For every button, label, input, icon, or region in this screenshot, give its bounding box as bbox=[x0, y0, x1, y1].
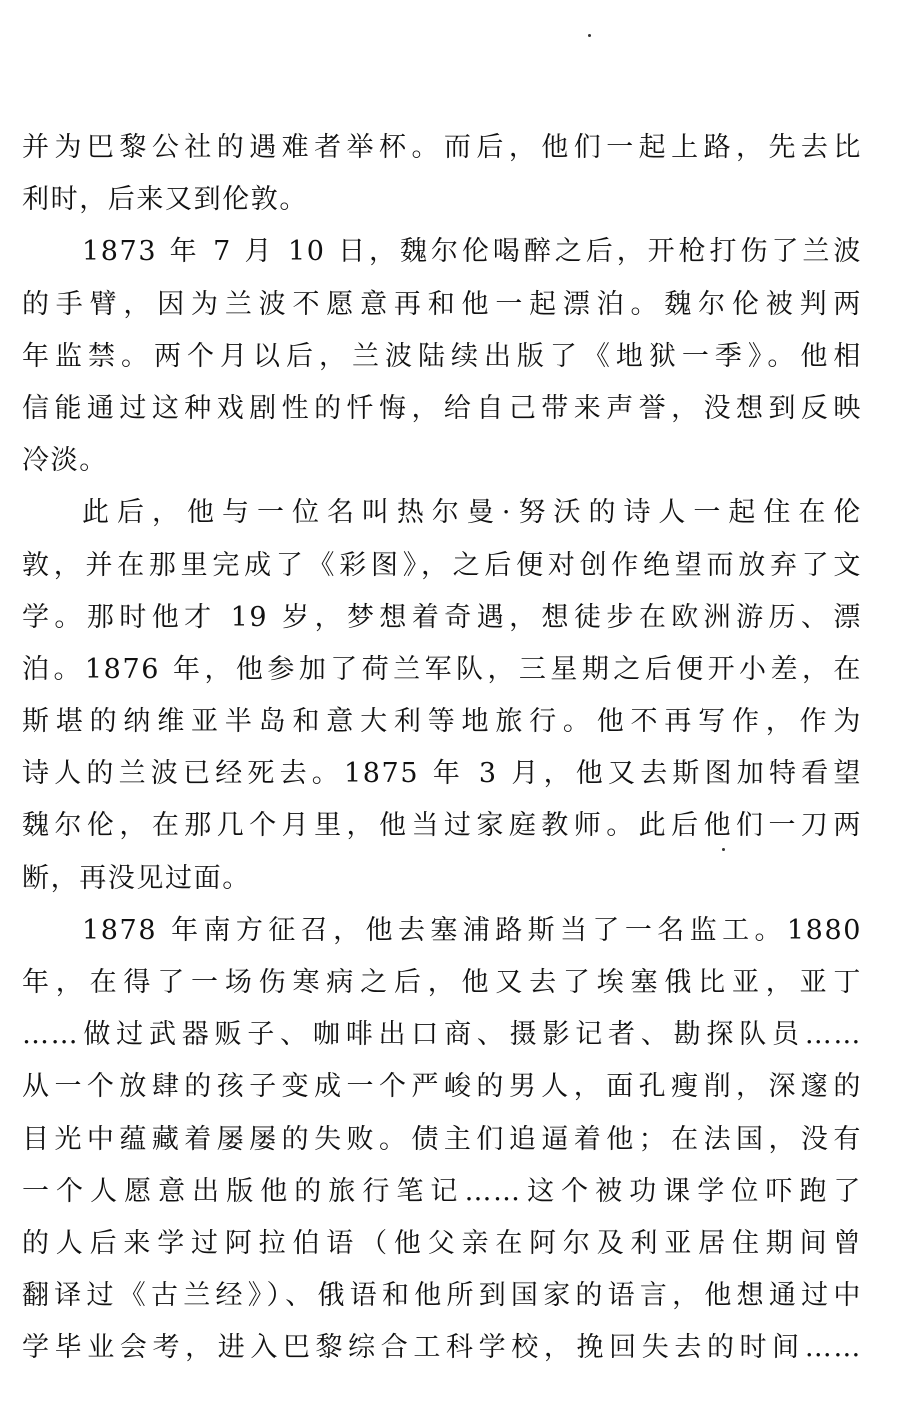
text-line: 并为巴黎公社的遇难者举杯。而后，他们一起上路，先去比 bbox=[22, 132, 862, 163]
text-line: 斯堪的纳维亚半岛和意大利等地旅行。他不再写作，作为 bbox=[22, 706, 862, 738]
text-line: 学毕业会考，进入巴黎综合工科学校，挽回失去的时间…… bbox=[22, 1332, 862, 1364]
text-line: 敦，并在那里完成了《彩图》，之后便对创作绝望而放弃了文 bbox=[22, 549, 862, 581]
text-line: 诗人的兰波已经死去。1875 年 3 月，他又去斯图加特看望 bbox=[22, 758, 862, 790]
text-line: 年，在得了一场伤寒病之后，他又去了埃塞俄比亚，亚丁 bbox=[22, 967, 862, 998]
body-text bbox=[22, 122, 862, 1375]
text-line: 利时，后来又到伦敦。 bbox=[22, 184, 308, 216]
text-line: 学。那时他才 19 岁，梦想着奇遇，想徒步在欧洲游历、漂 bbox=[22, 601, 862, 633]
text-line: 的人后来学过阿拉伯语（他父亲在阿尔及利亚居住期间曾 bbox=[22, 1227, 862, 1259]
text-line: 的手臂，因为兰波不愿意再和他一起漂泊。魏尔伦被判两 bbox=[22, 288, 862, 320]
text-line: 信能通过这种戏剧性的忏悔，给自己带来声誉，没想到反映 bbox=[22, 392, 862, 424]
text-line: 魏尔伦，在那几个月里，他当过家庭教师。此后他们一刀两 bbox=[22, 810, 862, 842]
text-line: 此后，他与一位名叫热尔曼·努沃的诗人一起住在伦 bbox=[82, 497, 862, 529]
text-line: 泊。1876 年，他参加了荷兰军队，三星期之后便开小差，在 bbox=[22, 653, 862, 685]
text-line: 1873 年 7 月 10 日，魏尔伦喝醉之后，开枪打伤了兰波 bbox=[82, 236, 862, 268]
text-line: 年监禁。两个月以后，兰波陆续出版了《地狱一季》。他相 bbox=[22, 340, 862, 372]
text-line: 一个人愿意出版他的旅行笔记……这个被功课学位吓跑了 bbox=[22, 1175, 862, 1207]
text-line: 从一个放肆的孩子变成一个严峻的男人，面孔瘦削，深邃的 bbox=[22, 1071, 862, 1103]
scan-speck bbox=[588, 34, 591, 37]
text-line: 冷淡。 bbox=[22, 445, 108, 477]
text-line: 断，再没见过面。 bbox=[22, 862, 251, 894]
text-line: 目光中蕴藏着屡屡的失败。债主们追逼着他；在法国，没有 bbox=[22, 1123, 862, 1155]
text-line: ……做过武器贩子、咖啡出口商、摄影记者、勘探队员…… bbox=[22, 1019, 862, 1051]
text-line: 翻译过《古兰经》）、俄语和他所到国家的语言，他想通过中 bbox=[22, 1280, 862, 1312]
text-line: 1878 年南方征召，他去塞浦路斯当了一名监工。1880 bbox=[82, 914, 862, 946]
